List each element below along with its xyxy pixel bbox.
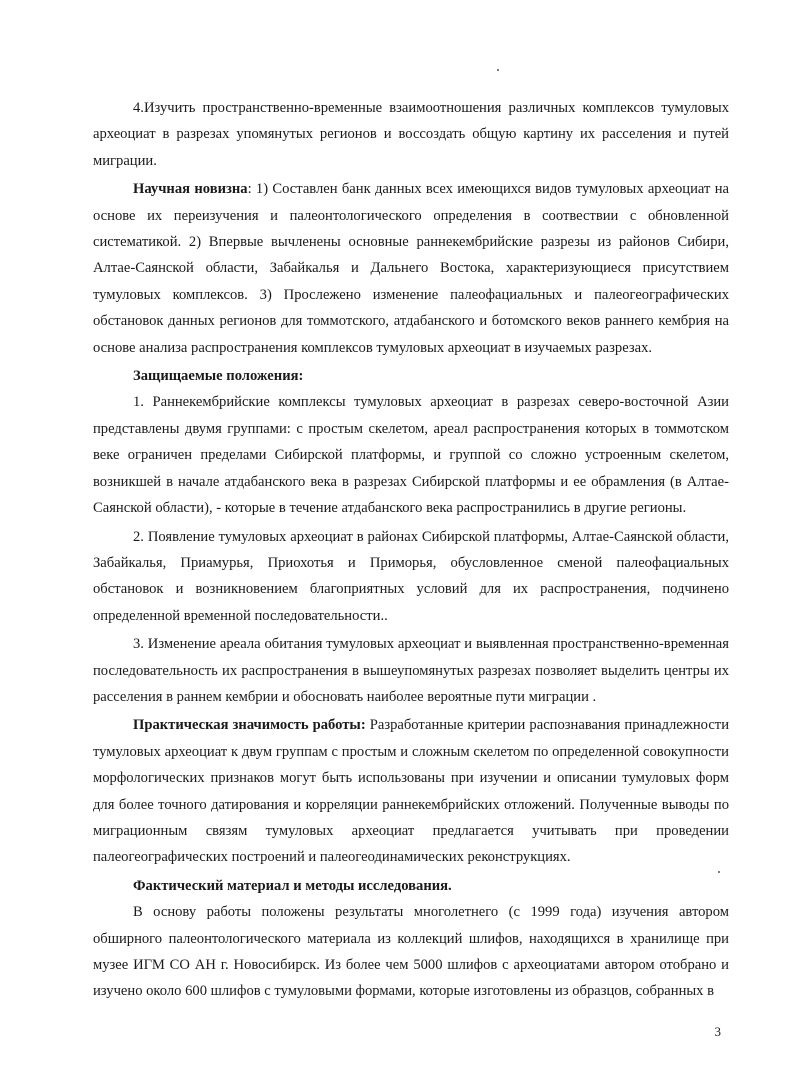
paragraph-statement-1: 1. Раннекембрийские комплексы тумуловых археоциат в разрезах северо-восточной Азии представлены двумя группами: с простым скелетом, ареал распространения которых в томмотском веке ограничен пределами Сибирской платформы, и группой со сложно устроенным скелетом, возникшей в начале атдабанского века в разрезах Сибирской платформы и ее обрамления (в Алтае-Саянской области), - которые в течение атдабанского века распространились в другие регионы. — [93, 394, 729, 517]
paragraph-goal-4: 4.Изучить пространственно-временные взаимоотношения различных комплексов тумуловых археоциат в разрезах упомянутых регионов и воссоздать общую картину их расселения и путей миграции. — [93, 100, 729, 169]
section-heading: Научная новизна — [133, 181, 248, 198]
heading-material-and-methods — [93, 873, 729, 899]
paragraph-material: В основу работы положены результаты многолетнего (с 1999 года) изучения автором обширного палеонтологического материала из коллекций шлифов, находящихся в хранилище при музее ИГМ СО АН г. Новосибирск. Из более чем 5000 шлифов с археоциатами автором отобрано и изучено около 600 шлифов с тумуловыми формами, которые изготовлены из образцов, собранных в — [93, 904, 729, 1000]
paragraph-statement-2: 2. Появление тумуловых археоциат в районах Сибирской платформы, Алтае-Саянской области, Забайкалья, Приамурья, Приохотья и Приморья, обусловленное сменой палеофациальных обстановок и возникновением благоприятных условий для их распространения, подчинено определенной временной последовательности.. — [93, 528, 729, 624]
body-text — [93, 95, 729, 1007]
page-number: 3 — [714, 1024, 721, 1039]
section-heading: Защищаемые положения: — [133, 368, 304, 385]
section-heading: Практическая значимость работы: — [133, 717, 366, 734]
paragraph-practical-significance: Практическая значимость работы: Разработанные критерии распознавания принадлежности тумуловых археоциат к двум группам с простым и сложным скелетом по определенной совокупности морфологических признаков могут быть использованы при изучении и описании тумуловых форм для более точного датирования и корреляции раннекембрийских отложений. Полученные выводы по миграционным связям тумуловых археоциат предлагается учитывать при проведении палеогеографических построений и палеогеодинамических реконструкциях. — [93, 717, 729, 866]
section-heading: Фактический материал и методы исследования. — [133, 877, 452, 894]
scan-speck — [497, 69, 499, 71]
paragraph-scientific-novelty: Научная новизна: 1) Составлен банк данных всех имеющихся видов тумуловых археоциат на основе их переизучения и палеонтологического определения в соотвествии с обновленной систематикой. 2) Впервые вычленены основные раннекембрийские разрезы из районов Сибири, Алтае-Саянской области, Забайкалья и Дальнего Востока, характеризующиеся присутствием тумуловых комплексов. 3) Прослежено изменение палеофациальных и палеогеографических обстановок данных регионов для томмотского, атдабанского и ботомского веков раннего кембрия на основе анализа распространения комплексов тумуловых археоциат в изучаемых разрезах. — [93, 181, 730, 356]
paragraph-statement-3: 3. Изменение ареала обитания тумуловых археоциат и выявленная пространственно-временная последовательность их распространения в вышеупомянутых разрезах позволяет выделить центры их расселения в раннем кембрии и обосновать наиболее вероятные пути миграции . — [93, 636, 729, 705]
heading-defended-statements — [93, 363, 729, 389]
